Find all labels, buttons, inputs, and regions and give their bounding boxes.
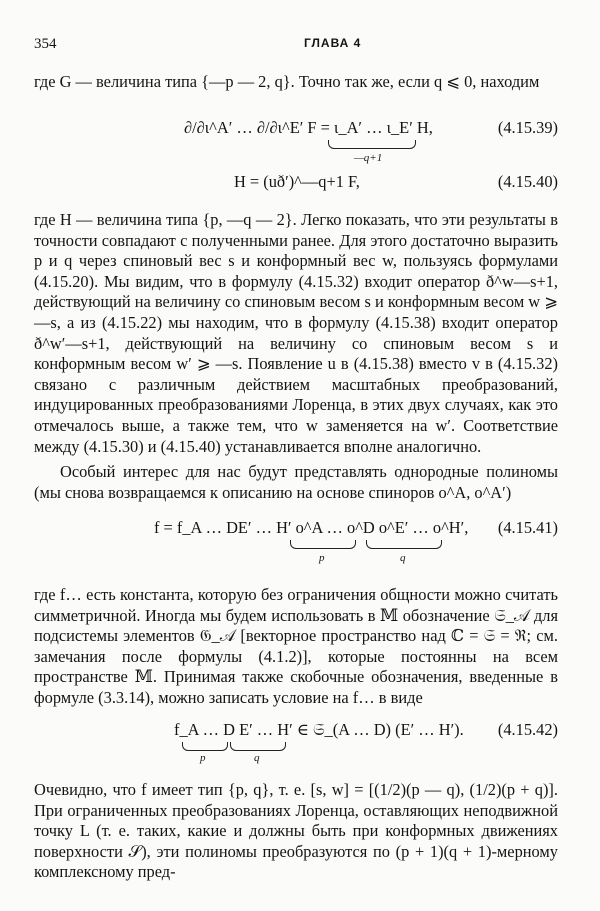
equation-4-15-40-formula: H = (uð′)^—q+1 F, xyxy=(234,172,360,191)
paragraph-2: Особый интерес для нас будут представлять однородные полиномы (мы снова возвращаемся к описанию на основе спиноров o^A, o^A′) xyxy=(34,462,558,502)
paragraph-4: Очевидно, что f имеет тип {p, q}, т. е. [s, w] = [(1/2)(p — q), (1/2)(p + q)]. При ограниченных преобразованиях Лоренца, оставляющих неподвижной точку L (т. е. таких, какие и должны быть при конформных движениях поверхности 𝒮), эти полиномы преобразуются по (p + 1)(q + 1)-мерному комплексному пред- xyxy=(34,780,558,882)
equation-4-15-40 xyxy=(34,172,558,194)
equation-number-39: (4.15.39) xyxy=(497,118,558,137)
paragraph-3: где f… есть константа, которую без ограничения общности можно считать симметричной. Иногда мы будем использовать в 𝕄 обозначение 𝔖_𝒜 для подсистемы элементов 𝔊_𝒜 [векторное пространство над ℂ = 𝔖 = ℜ; см. замечания после формулы (4.1.2)], которые постоянны на всем пространстве 𝕄. Принимая также скобочные обозначения, введенные в формуле (3.3.14), можно записать условие на f… в виде xyxy=(34,585,558,707)
equation-4-15-41 xyxy=(34,518,558,564)
equation-number-42: (4.15.42) xyxy=(497,720,558,739)
brace-label-p: p xyxy=(319,552,325,564)
equation-number-41: (4.15.41) xyxy=(497,518,558,537)
equation-4-15-41-formula: f = f_A … DE′ … H′ o^A … o^D o^E′ … o^H′, xyxy=(154,518,469,537)
equation-4-15-42 xyxy=(34,720,558,764)
brace-label-p42: p xyxy=(200,752,206,764)
brace-q xyxy=(366,540,442,549)
brace-under-iota xyxy=(328,140,416,149)
intro-text: где G — величина типа {—p — 2, q}. Точно так же, если q ⩽ 0, находим xyxy=(34,72,540,91)
brace-q42 xyxy=(230,742,286,751)
brace-p xyxy=(290,540,356,549)
brace-label-q: —q+1 xyxy=(354,152,383,164)
brace-label-q42: q xyxy=(254,752,260,764)
brace-p42 xyxy=(182,742,228,751)
paragraph-1: где H — величина типа {p, —q — 2}. Легко показать, что эти результаты в точности совпадают с полученными ранее. Для этого достаточно выразить p и q через спиновый вес s и конформный вес w, пользуясь формулами (4.15.20). Мы видим, что в формулу (4.15.32) входит оператор ð^w—s+1, действующий на величину со спиновым весом s и конформным весом w ⩾ —s, а из (4.15.22) мы находим, что в формулу (4.15.38) входит оператор ð^w′—s+1, действующий на величину со спиновым весом s и конформным весом w′ ⩾ —s. Появление u в (4.15.38) вместо v в (4.15.32) связано с различным действием масштабных преобразований, индуцированных преобразованиями Лоренца, в этих двух случаях, как это отмечалось выше, а также тем, что w заменяется на w′. Соответствие между (4.15.30) и (4.15.40) устанавливается вполне аналогично. xyxy=(34,210,558,456)
running-title: ГЛАВА 4 xyxy=(304,36,362,50)
page-header xyxy=(34,36,558,56)
equation-4-15-39 xyxy=(34,118,558,164)
equation-4-15-42-formula: f_A … D E′ … H′ ∈ 𝔖_(A … D) (E′ … H′). xyxy=(174,720,464,739)
equation-4-15-39-formula: ∂/∂ι^A′ … ∂/∂ι^E′ F = ι_A′ … ι_E′ H, xyxy=(184,118,433,137)
page-number: 354 xyxy=(34,36,57,52)
equation-number-40: (4.15.40) xyxy=(497,172,558,191)
brace-label-q41: q xyxy=(400,552,406,564)
